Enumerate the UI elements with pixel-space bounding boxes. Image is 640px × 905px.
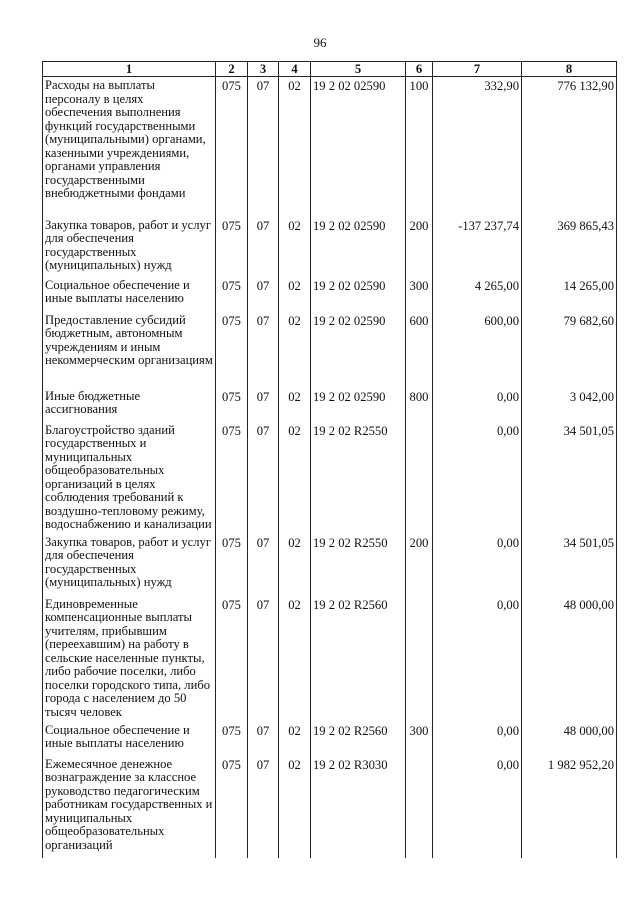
row-name: Социальное обеспечение и иные выплаты населению (43, 277, 216, 312)
subsection-code: 02 (279, 722, 311, 756)
subsection-code: 02 (279, 534, 311, 596)
target-article-code: 19 2 02 R2550 (311, 534, 406, 596)
change-amount: 0,00 (433, 534, 522, 596)
subsection-code: 02 (279, 77, 311, 217)
subsection-code: 02 (279, 277, 311, 312)
target-article-code: 19 2 02 02590 (311, 77, 406, 217)
target-article-code: 19 2 02 02590 (311, 388, 406, 422)
row-name: Закупка товаров, работ и услуг для обеспечения государственных (муниципальных) нужд (43, 534, 216, 596)
table-row (43, 312, 617, 388)
row-name: Социальное обеспечение и иные выплаты населению (43, 722, 216, 756)
header-cell: 1 (43, 62, 216, 77)
subsection-code: 02 (279, 596, 311, 722)
change-amount: 0,00 (433, 722, 522, 756)
expense-type-code: 100 (406, 77, 433, 217)
expense-type-code (406, 756, 433, 858)
expense-type-code: 600 (406, 312, 433, 388)
total-amount: 48 000,00 (522, 596, 617, 722)
table-row (43, 277, 617, 312)
subsection-code: 02 (279, 422, 311, 534)
change-amount: 332,90 (433, 77, 522, 217)
ministry-code: 075 (216, 756, 248, 858)
row-name: Расходы на выплаты персоналу в целях обеспечения выполнения функций государственными (муниципальными) органами, казенными учреждениями, органами управления государственными внебюджетными фондами (43, 77, 216, 217)
ministry-code: 075 (216, 722, 248, 756)
ministry-code: 075 (216, 77, 248, 217)
expense-type-code (406, 422, 433, 534)
header-cell: 7 (433, 62, 522, 77)
section-code: 07 (248, 756, 279, 858)
section-code: 07 (248, 596, 279, 722)
header-cell: 5 (311, 62, 406, 77)
expense-type-code: 300 (406, 277, 433, 312)
change-amount: 0,00 (433, 756, 522, 858)
total-amount: 34 501,05 (522, 422, 617, 534)
target-article-code: 19 2 02 02590 (311, 217, 406, 277)
target-article-code: 19 2 02 R2550 (311, 422, 406, 534)
total-amount: 1 982 952,20 (522, 756, 617, 858)
total-amount: 14 265,00 (522, 277, 617, 312)
expense-type-code: 200 (406, 534, 433, 596)
subsection-code: 02 (279, 388, 311, 422)
table-row (43, 756, 617, 858)
row-name: Благоустройство зданий государственных и муниципальных общеобразовательных организаций в целях соблюдения требований к воздушно-тепловому режиму, водоснабжению и канализации (43, 422, 216, 534)
section-code: 07 (248, 722, 279, 756)
budget-table (42, 61, 617, 858)
header-cell: 3 (248, 62, 279, 77)
ministry-code: 075 (216, 388, 248, 422)
section-code: 07 (248, 388, 279, 422)
ministry-code: 075 (216, 534, 248, 596)
row-name: Предоставление субсидий бюджетным, автономным учреждениям и иным некоммерческим организациям (43, 312, 216, 388)
expense-type-code: 200 (406, 217, 433, 277)
change-amount: 4 265,00 (433, 277, 522, 312)
change-amount: 0,00 (433, 596, 522, 722)
expense-type-code (406, 596, 433, 722)
change-amount: -137 237,74 (433, 217, 522, 277)
total-amount: 776 132,90 (522, 77, 617, 217)
target-article-code: 19 2 02 R3030 (311, 756, 406, 858)
header-row (43, 62, 617, 77)
ministry-code: 075 (216, 277, 248, 312)
subsection-code: 02 (279, 217, 311, 277)
section-code: 07 (248, 422, 279, 534)
table-row (43, 422, 617, 534)
table-row (43, 722, 617, 756)
total-amount: 48 000,00 (522, 722, 617, 756)
header-cell: 8 (522, 62, 617, 77)
section-code: 07 (248, 77, 279, 217)
table-row (43, 77, 617, 217)
total-amount: 3 042,00 (522, 388, 617, 422)
section-code: 07 (248, 312, 279, 388)
expense-type-code: 300 (406, 722, 433, 756)
header-cell: 6 (406, 62, 433, 77)
row-name: Единовременные компенсационные выплаты учителям, прибывшим (переехавшим) на работу в сельские населенные пункты, либо рабочие поселки, либо поселки городского типа, либо города с населением до 50 тысяч человек (43, 596, 216, 722)
ministry-code: 075 (216, 596, 248, 722)
table-body (43, 77, 617, 858)
subsection-code: 02 (279, 312, 311, 388)
header-cell: 2 (216, 62, 248, 77)
total-amount: 369 865,43 (522, 217, 617, 277)
ministry-code: 075 (216, 312, 248, 388)
section-code: 07 (248, 277, 279, 312)
subsection-code: 02 (279, 756, 311, 858)
ministry-code: 075 (216, 217, 248, 277)
ministry-code: 075 (216, 422, 248, 534)
target-article-code: 19 2 02 R2560 (311, 596, 406, 722)
section-code: 07 (248, 217, 279, 277)
change-amount: 0,00 (433, 422, 522, 534)
expense-type-code: 800 (406, 388, 433, 422)
target-article-code: 19 2 02 02590 (311, 312, 406, 388)
total-amount: 34 501,05 (522, 534, 617, 596)
table-row (43, 217, 617, 277)
change-amount: 0,00 (433, 388, 522, 422)
target-article-code: 19 2 02 02590 (311, 277, 406, 312)
total-amount: 79 682,60 (522, 312, 617, 388)
table-row (43, 534, 617, 596)
target-article-code: 19 2 02 R2560 (311, 722, 406, 756)
page-number: 96 (313, 35, 327, 50)
row-name: Ежемесячное денежное вознаграждение за классное руководство педагогическим работникам государственных и муниципальных общеобразовательных организаций (43, 756, 216, 858)
table-row (43, 388, 617, 422)
table-row (43, 596, 617, 722)
row-name: Иные бюджетные ассигнования (43, 388, 216, 422)
header-cell: 4 (279, 62, 311, 77)
section-code: 07 (248, 534, 279, 596)
row-name: Закупка товаров, работ и услуг для обеспечения государственных (муниципальных) нужд (43, 217, 216, 277)
change-amount: 600,00 (433, 312, 522, 388)
